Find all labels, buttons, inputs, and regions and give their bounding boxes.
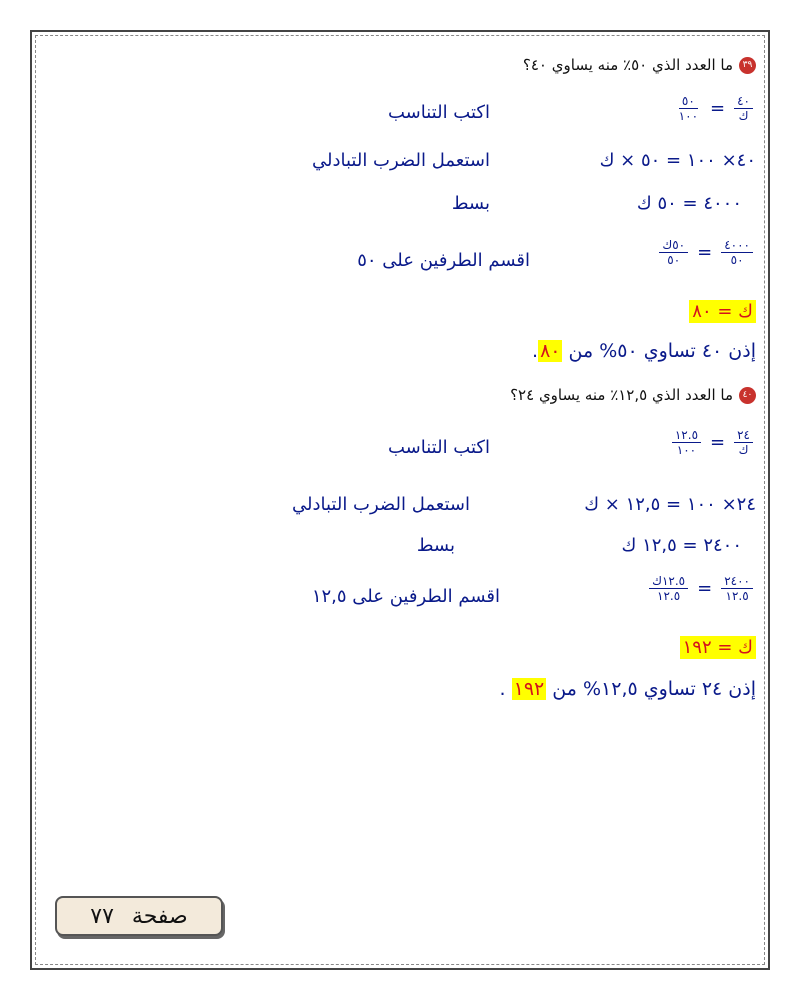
question-40-prompt (510, 386, 756, 404)
page-number: ٧٧ (90, 903, 114, 929)
step-label: استعمل الضرب التبادلي (312, 150, 490, 171)
fraction: ١٢.٥ك ١٢.٥ (649, 574, 688, 603)
conclusion: إذن ٢٤ تساوي ١٢,٥% من ١٩٢ . (499, 678, 756, 700)
question-number-badge: ٣٩ (739, 57, 756, 74)
step-label: بسط (416, 535, 455, 556)
q39-proportion: ٤٠ ك = ٥٠ ١٠٠ (673, 94, 756, 123)
q40-division: ٢٤٠٠ ١٢.٥ = ١٢.٥ك ١٢.٥ (646, 574, 756, 603)
page-number-label (55, 896, 223, 936)
q39-division: ٤٠٠٠ ٥٠ = ٥٠ك ٥٠ (656, 238, 756, 267)
fraction: ٢٤ ك (734, 428, 753, 457)
step-label: اكتب التناسب (388, 102, 490, 123)
q40-proportion: ٢٤ ك = ١٢.٥ ١٠٠ (669, 428, 756, 457)
question-number-badge: ٤٠ (739, 387, 756, 404)
equation: ٢٤× ١٠٠ = ١٢,٥ × ك (584, 494, 756, 515)
page-word: صفحة (131, 903, 188, 929)
answer-highlight: ك = ١٩٢ (680, 636, 756, 659)
equation: ٤٠٠٠ = ٥٠ ك (636, 193, 742, 214)
fraction: ٥٠ك ٥٠ (659, 238, 688, 267)
step-label: استعمل الضرب التبادلي (292, 494, 470, 515)
question-text: ما العدد الذي ٥٠٪ منه يساوي ٤٠؟ (522, 56, 733, 74)
answer-value: ١٩٢ (513, 678, 545, 700)
step-label: اقسم الطرفين على ١٢,٥ (311, 586, 500, 607)
fraction: ٤٠ ك (734, 94, 753, 123)
question-39-prompt (523, 56, 756, 74)
fraction: ٢٤٠٠ ١٢.٥ (721, 574, 753, 603)
answer-highlight: ك = ٨٠ (689, 300, 756, 323)
step-label: اكتب التناسب (388, 437, 490, 458)
step-label: اقسم الطرفين على ٥٠ (357, 250, 530, 271)
equation: ٢٤٠٠ = ١٢,٥ ك (621, 535, 742, 556)
fraction: ١٢.٥ ١٠٠ (672, 428, 701, 457)
question-text: ما العدد الذي ١٢,٥٪ منه يساوي ٢٤؟ (510, 386, 733, 404)
conclusion: إذن ٤٠ تساوي ٥٠% من ٨٠. (532, 340, 756, 362)
fraction: ٤٠٠٠ ٥٠ (721, 238, 753, 267)
fraction: ٥٠ ١٠٠ (678, 94, 699, 123)
step-label: بسط (451, 193, 490, 214)
answer-value: ٨٠ (540, 340, 561, 362)
equation: ٤٠× ١٠٠ = ٥٠ × ك (599, 150, 756, 171)
